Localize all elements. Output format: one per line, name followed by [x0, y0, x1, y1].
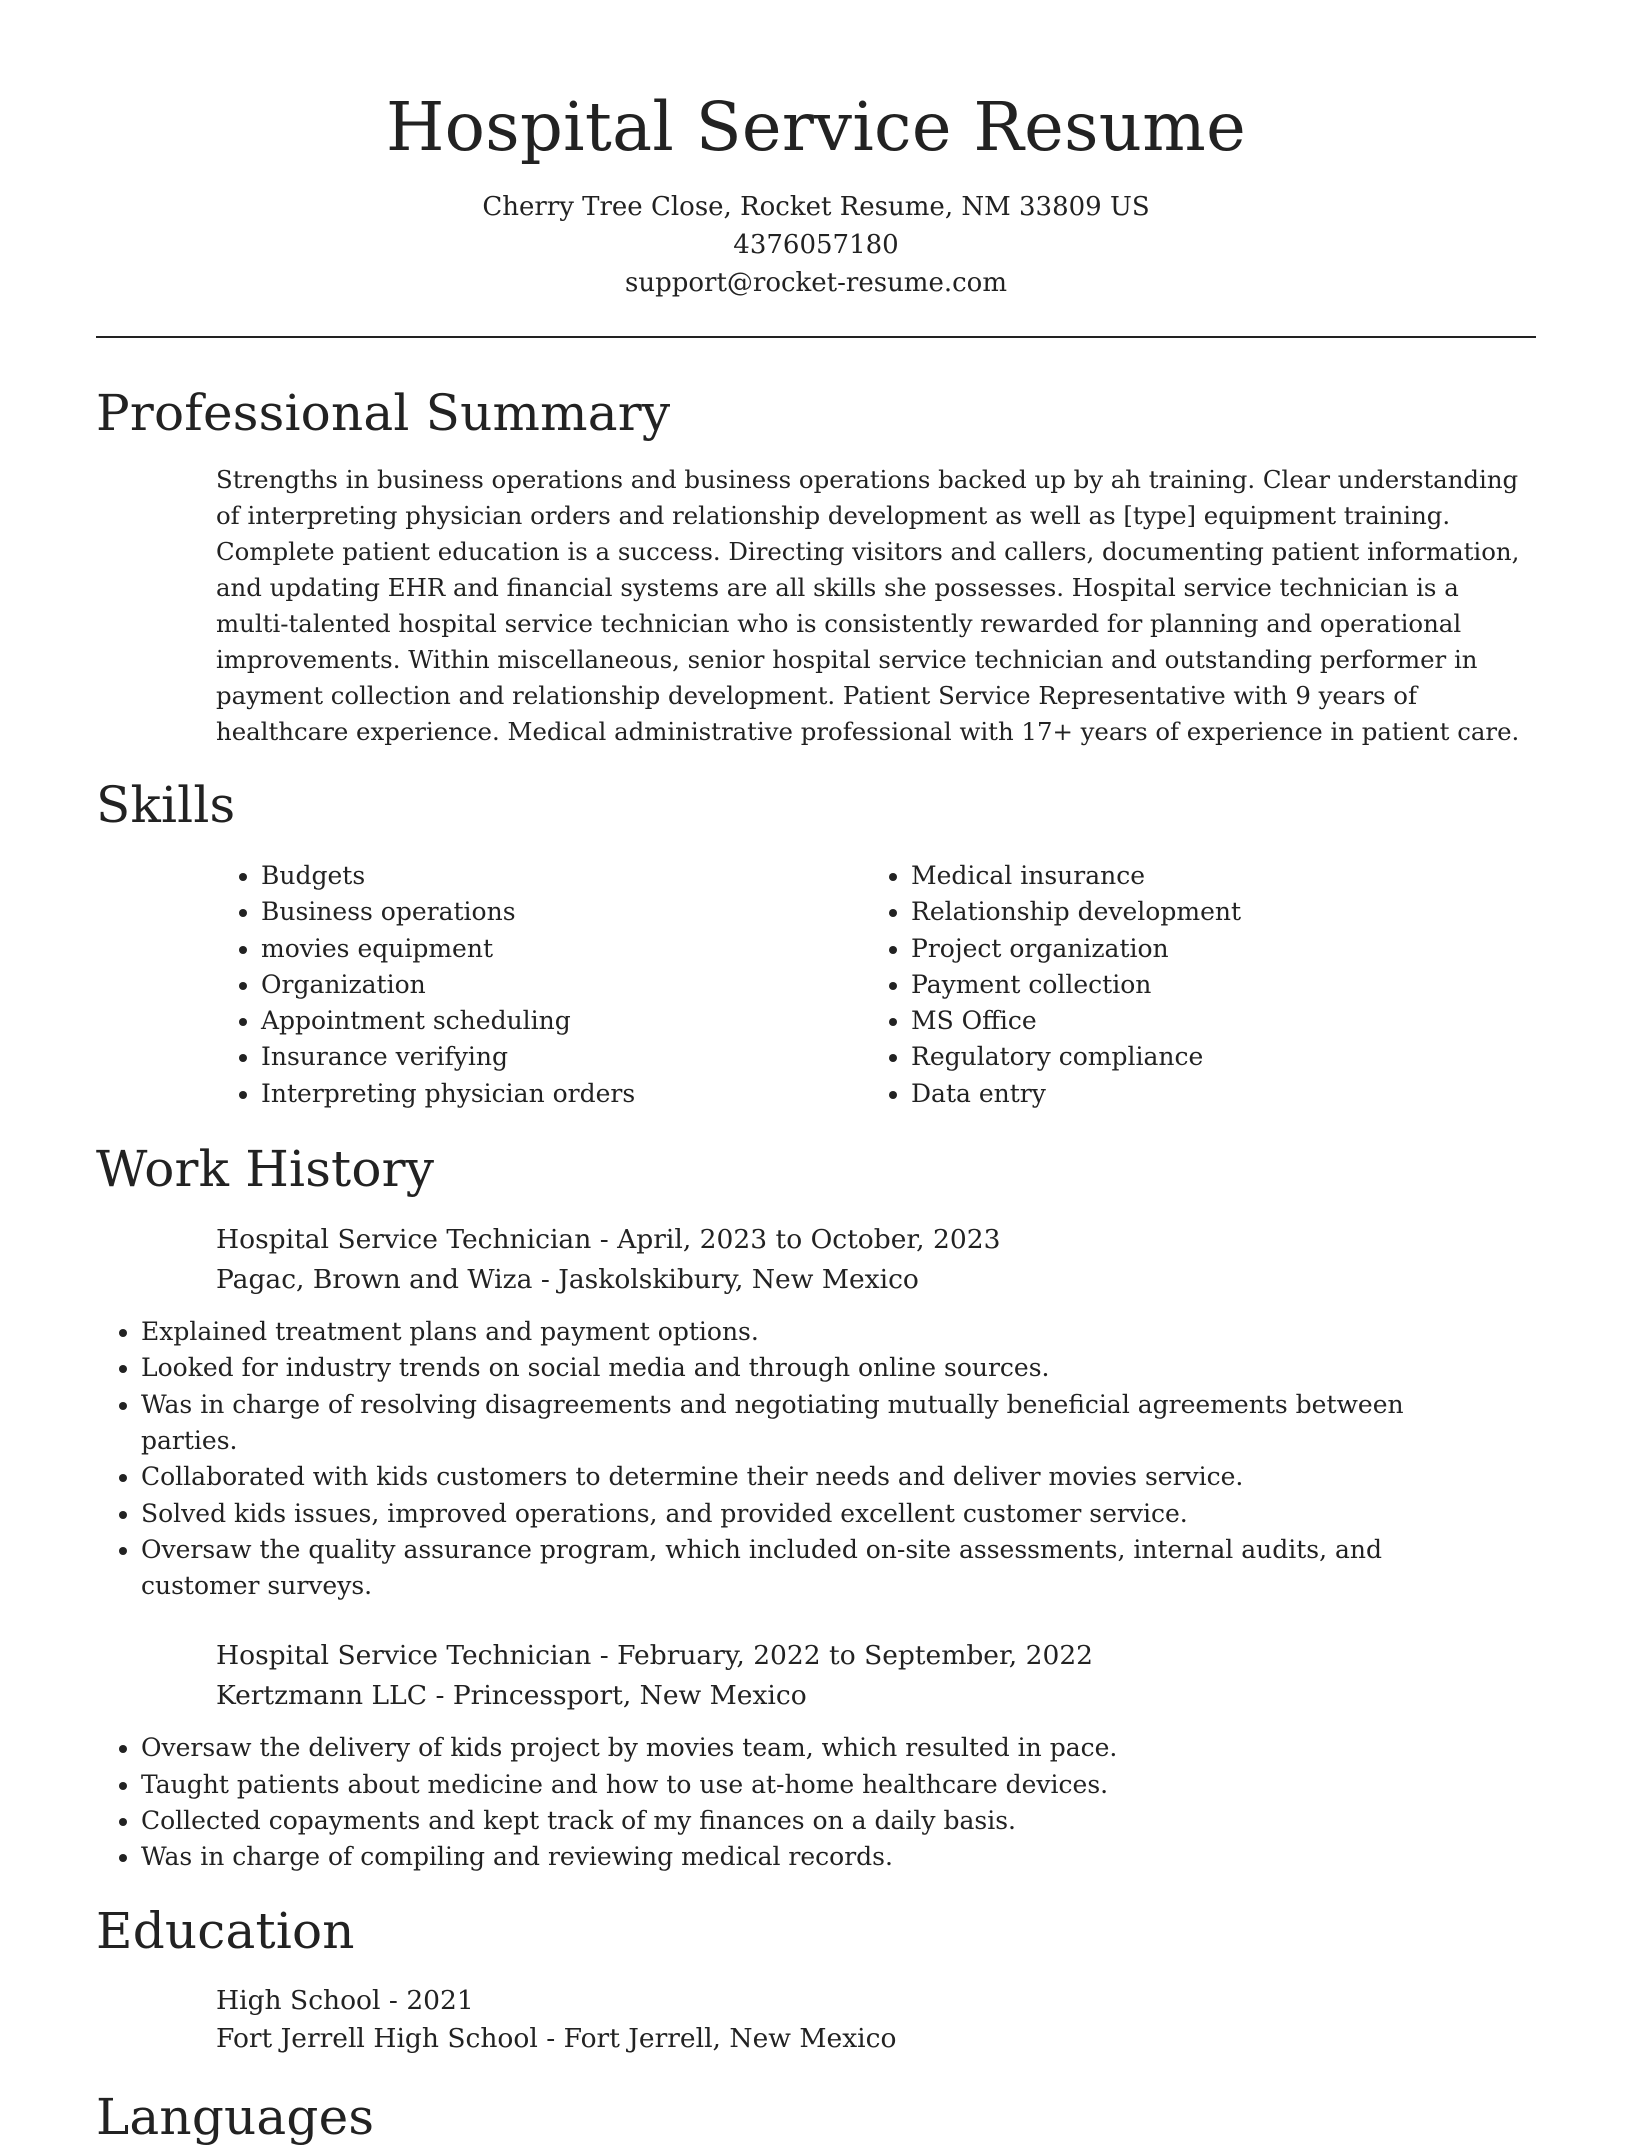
job-company: Pagac, Brown and Wiza — [216, 1264, 533, 1296]
job-company: Kertzmann LLC — [216, 1680, 428, 1712]
job-title-line — [216, 1636, 1536, 1676]
job-location: Princessport, New Mexico — [452, 1680, 807, 1712]
resume-name: Hospital Service Resume — [385, 88, 1247, 166]
section-title-work-history: Work History — [96, 1140, 435, 1199]
skill-item: • Payment collection — [911, 967, 1241, 1003]
separator: - — [380, 1984, 407, 2016]
skill-item: • Relationship development — [911, 894, 1241, 930]
education-location: Fort Jerrell, New Mexico — [563, 2022, 897, 2054]
skill-item: • Insurance verifying — [261, 1039, 866, 1075]
job-dates: April, 2023 to October, 2023 — [617, 1224, 1001, 1256]
skill-item: • Appointment scheduling — [261, 1003, 866, 1039]
skills-column-left — [216, 858, 866, 1112]
job-duties-list — [96, 1314, 1416, 1604]
skill-item: • Regulatory compliance — [911, 1039, 1241, 1075]
education-entry — [216, 1982, 1536, 2058]
job-company-line — [216, 1676, 1536, 1716]
skill-item: • Organization — [261, 967, 866, 1003]
job-duties-list — [96, 1730, 1416, 1875]
skill-item: • Budgets — [261, 858, 866, 894]
education-degree-line — [216, 1982, 1536, 2020]
job-location: Jaskolskibury, New Mexico — [558, 1264, 919, 1296]
job-duty-item: • Solved kids issues, improved operations, and provided excellent customer service. — [141, 1496, 1416, 1532]
section-title-summary: Professional Summary — [96, 384, 671, 442]
job-duty-item: • Collected copayments and kept track of my finances on a daily basis. — [141, 1803, 1416, 1839]
job-duty-item: • Collaborated with kids customers to determine their needs and deliver movies service. — [141, 1459, 1416, 1495]
skill-item: • Medical insurance — [911, 858, 1241, 894]
job-duty-item: • Looked for industry trends on social media and through online sources. — [141, 1350, 1416, 1386]
job-duty-item: • Was in charge of resolving disagreements and negotiating mutually beneficial agreements between parties. — [141, 1387, 1416, 1460]
resume-page — [96, 0, 1536, 2148]
section-title-education: Education — [96, 1901, 355, 1960]
education-degree: High School — [216, 1984, 381, 2016]
section-title-languages: Languages — [96, 2087, 375, 2146]
resume-header — [96, 0, 1536, 302]
job-company-line — [216, 1260, 1536, 1300]
skill-item: • Project organization — [911, 931, 1241, 967]
job-title: Hospital Service Technician — [216, 1640, 592, 1672]
skills-list — [216, 858, 1536, 1112]
job-duty-item: • Explained treatment plans and payment options. — [141, 1314, 1416, 1350]
job-duty-item: • Taught patients about medicine and how to use at-home healthcare devices. — [141, 1767, 1416, 1803]
job-duty-item: • Was in charge of compiling and reviewing medical records. — [141, 1839, 1416, 1875]
separator: - — [427, 1680, 453, 1712]
education-school: Fort Jerrell High School — [216, 2022, 538, 2054]
contact-info — [96, 188, 1536, 302]
separator: - — [591, 1224, 618, 1256]
contact-phone: 4376057180 — [733, 230, 899, 260]
job-entry — [216, 1220, 1536, 1300]
skill-item: • movies equipment — [261, 931, 866, 967]
skills-column-right — [866, 858, 1241, 1112]
job-dates: February, 2022 to September, 2022 — [617, 1640, 1094, 1672]
job-duty-item: • Oversaw the quality assurance program, which included on-site assessments, internal audits, and customer surveys. — [141, 1532, 1416, 1605]
education-school-line — [216, 2020, 1536, 2058]
job-duty-item: • Oversaw the delivery of kids project by movies team, which resulted in pace. — [141, 1730, 1416, 1766]
separator: - — [591, 1640, 618, 1672]
separator: - — [532, 1264, 559, 1296]
skill-item: • MS Office — [911, 1003, 1241, 1039]
separator: - — [537, 2022, 564, 2054]
job-entry — [216, 1636, 1536, 1716]
education-year: 2021 — [406, 1984, 474, 2016]
skill-item: • Data entry — [911, 1076, 1241, 1112]
skill-item: • Interpreting physician orders — [261, 1076, 866, 1112]
section-title-skills: Skills — [96, 776, 236, 834]
summary-text: Strengths in business operations and business operations backed up by ah training. Clear understanding of interpreting physician orders and relationship development as well as [type] equipment training. Complete patient education is a success. Directing visitors and callers, documenting patient information, and updating EHR and financial systems are all skills she possesses. Hospital service technician is a multi-talented hospital service technician who is consistently rewarded for planning and operational improvements. Within miscellaneous, senior hospital service technician and outstanding performer in payment collection and relationship development. Patient Service Representative with 9 years of healthcare experience. Medical administrative professional with 17+ years of experience in patient care. — [216, 465, 1520, 746]
contact-address: Cherry Tree Close, Rocket Resume, NM 33809 US — [482, 192, 1150, 222]
skill-item: • Business operations — [261, 894, 866, 930]
header-divider — [96, 336, 1536, 338]
job-title: Hospital Service Technician — [216, 1224, 592, 1256]
contact-email: support@rocket-resume.com — [624, 268, 1007, 298]
job-title-line — [216, 1220, 1536, 1260]
